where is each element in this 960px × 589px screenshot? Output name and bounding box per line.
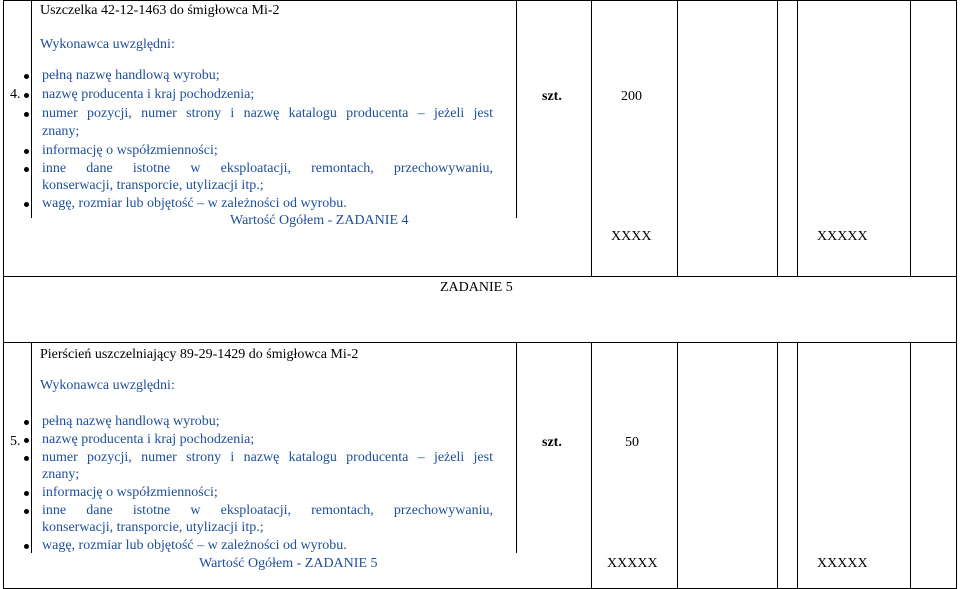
bullet-icon (24, 420, 29, 425)
bullet-icon (24, 544, 29, 549)
bullet-icon (24, 149, 29, 154)
unit: szt. (542, 89, 562, 104)
total-net: XXXX (611, 229, 652, 244)
list-item-continuation: konserwacji, transporcie, utylizacji itp.; (42, 178, 264, 193)
total-gross: XXXXX (817, 556, 868, 571)
bullet-icon (24, 167, 29, 172)
list-item: numer pozycji, numer strony i nazwę katalogu producenta – jeżeli jest (42, 106, 493, 122)
bullet-icon (24, 456, 29, 461)
total-label: Wartość Ogółem - ZADANIE 5 (199, 556, 378, 571)
row-number: 4. (10, 87, 21, 102)
bullet-icon (24, 202, 29, 207)
bullet-icon (24, 509, 29, 514)
list-item: numer pozycji, numer strony i nazwę katalogu producenta – jeżeli jest (42, 450, 493, 466)
section-header: ZADANIE 5 (440, 280, 513, 295)
list-item: pełną nazwę handlową wyrobu; (42, 68, 220, 84)
list-item: informację o współzmienności; (42, 143, 218, 159)
quantity: 200 (621, 89, 642, 104)
row-number: 5. (10, 434, 21, 449)
contractor-header: Wykonawca uwzględni: (40, 37, 175, 52)
list-item: wagę, rozmiar lub objętość – w zależności od wyrobu. (42, 196, 347, 212)
contractor-header: Wykonawca uwzględni: (40, 378, 175, 393)
product-title: Pierścień uszczelniający 89-29-1429 do śmigłowca Mi-2 (40, 347, 359, 362)
list-item-continuation: konserwacji, transporcie, utylizacji itp.; (42, 520, 264, 535)
product-title: Uszczelka 42-12-1463 do śmigłowca Mi-2 (40, 3, 280, 18)
list-item: informację o współzmienności; (42, 485, 218, 501)
quantity: 50 (625, 435, 639, 450)
total-net: XXXXX (607, 556, 658, 571)
unit: szt. (542, 435, 562, 450)
total-label: Wartość Ogółem - ZADANIE 4 (230, 213, 409, 228)
list-item: nazwę producenta i kraj pochodzenia; (42, 87, 254, 103)
list-item: inne dane istotne w eksploatacji, remontach, przechowywaniu, (42, 503, 493, 519)
bullet-icon (24, 93, 29, 98)
bullet-icon (24, 438, 29, 443)
bullet-icon (24, 74, 29, 79)
bullet-icon (24, 491, 29, 496)
list-item: pełną nazwę handlową wyrobu; (42, 414, 220, 430)
total-gross: XXXXX (817, 229, 868, 244)
list-item: nazwę producenta i kraj pochodzenia; (42, 432, 254, 448)
list-item: wagę, rozmiar lub objętość – w zależności od wyrobu. (42, 538, 347, 554)
list-item-continuation: znany; (42, 124, 80, 139)
list-item: inne dane istotne w eksploatacji, remontach, przechowywaniu, (42, 161, 493, 177)
list-item-continuation: znany; (42, 467, 80, 482)
bullet-icon (24, 112, 29, 117)
